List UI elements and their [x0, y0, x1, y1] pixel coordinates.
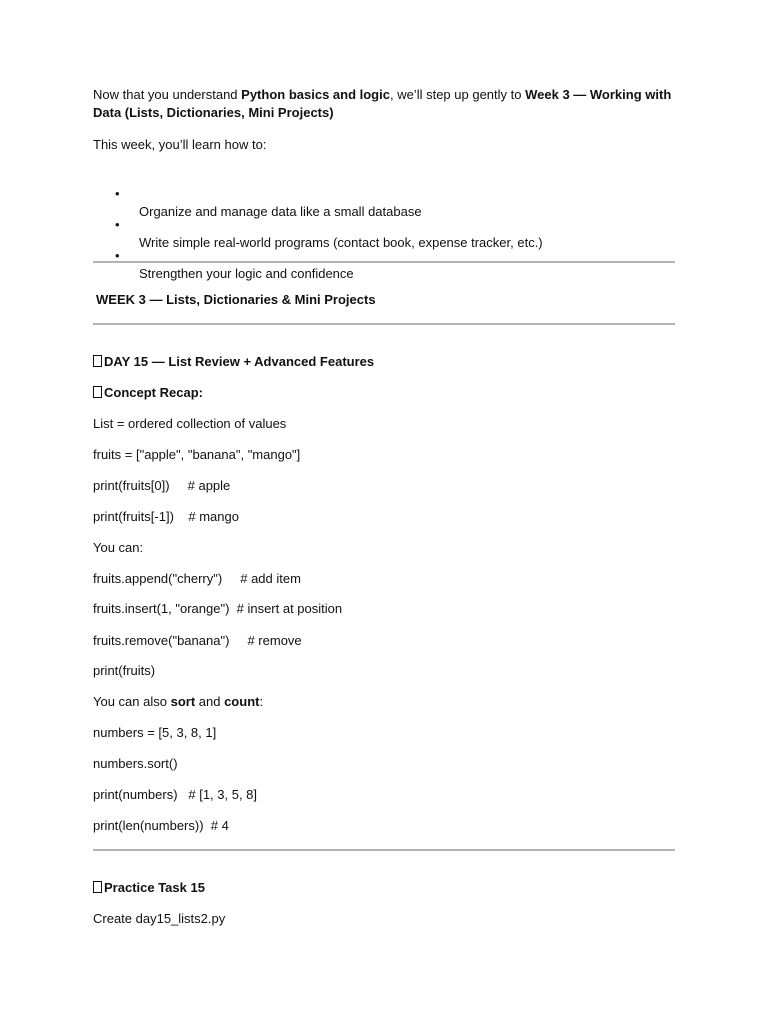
week-title: WEEK 3 — Lists, Dictionaries & Mini Projects — [96, 292, 376, 307]
bullet-text: Organize and manage data like a small database — [139, 204, 422, 219]
intro-bold-1: Python basics and logic — [241, 87, 390, 102]
code-line: fruits = ["apple", "banana", "mango"] — [93, 447, 301, 462]
this-week-text: This week, you’ll learn how to: — [93, 137, 267, 152]
horizontal-rule — [93, 849, 675, 851]
bullet-icon: • — [115, 186, 120, 201]
recap-line: List = ordered collection of values — [93, 416, 287, 431]
intro-text-2: , we’ll step up gently to — [389, 87, 526, 102]
sort-count-line: You can also sort and count: — [93, 694, 264, 709]
missing-glyph-icon — [93, 355, 102, 367]
bullet-icon: • — [115, 248, 120, 263]
code-line: fruits.append("cherry") # add item — [93, 571, 301, 586]
code-line: print(fruits[-1]) # mango — [93, 509, 239, 524]
concept-recap-heading: Concept Recap: — [93, 384, 203, 402]
practice-create-line: Create day15_lists2.py — [93, 911, 226, 926]
code-line: print(fruits) — [93, 663, 156, 678]
intro-bold-2: Week 3 — Working with Data (Lists, Dictionaries, Mini Projects) — [93, 87, 672, 120]
missing-glyph-icon — [93, 386, 102, 398]
bullet-text: Write simple real-world programs (contact book, expense tracker, etc.) — [139, 235, 543, 250]
intro-text-1: Now that you understand — [93, 87, 242, 102]
intro-paragraph — [93, 86, 675, 122]
horizontal-rule — [93, 261, 675, 263]
text-line: You can: — [93, 540, 144, 555]
code-line: fruits.insert(1, "orange") # insert at position — [93, 601, 343, 616]
code-line: print(len(numbers)) # 4 — [93, 818, 229, 833]
code-line: fruits.remove("banana") # remove — [93, 633, 302, 648]
horizontal-rule — [93, 323, 675, 325]
day15-heading: DAY 15 — List Review + Advanced Features — [93, 353, 374, 371]
code-line: numbers = [5, 3, 8, 1] — [93, 725, 217, 740]
code-line: numbers.sort() — [93, 756, 178, 771]
missing-glyph-icon — [93, 881, 102, 893]
practice-heading: Practice Task 15 — [93, 879, 205, 897]
code-line: print(fruits[0]) # apple — [93, 478, 231, 493]
code-line: print(numbers) # [1, 3, 5, 8] — [93, 787, 258, 802]
bullet-text: Strengthen your logic and confidence — [139, 266, 354, 281]
bullet-icon: • — [115, 217, 120, 232]
